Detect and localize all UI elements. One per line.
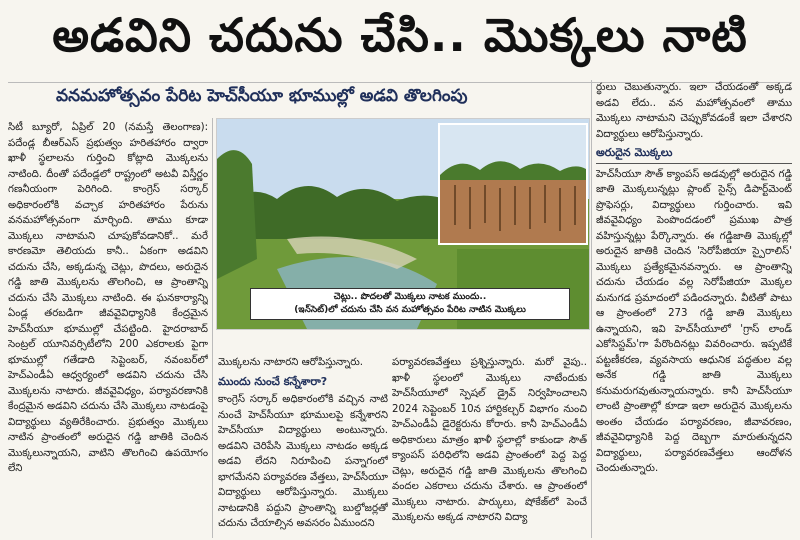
column-rule-2 [591, 80, 592, 538]
column-3-text: పర్యావరణవేత్తలు ప్రశ్నిస్తున్నారు. మరో వైపు.. ఖాళీ స్థలంలో మొక్కలు నాటేందుకు హెచ్‌సీయూలో స్పెషల్ డ్రైవ్ నిర్వహించాలని 2024 సెప్టెంబర్ 10న హార్టికల్చర్ విభాగం నుంచి హెచ్‌ఎండీఏ డైరెక్టరును కోరారు. కానీ హెచ్‌ఎండీఏ అధికారులు మాత్రం ఖాళీ స్థలాల్లో కాకుండా సౌత్ క్యాంపస్ పరిధిలోని అడవి ప్రాంతంలో పెద్ద పెద్ద చెట్లు, అరుదైన గడ్డి జాతి మొక్కలను తొలగించి వందల ఎకరాలు చదును చేశారు. ఆ ప్రాంతంలో మొక్కలు నాటారు. పార్కులు, షోకేజ్‌లో పెంచే మొక్కలను అక్కడ నాటారని విద్యా [392, 357, 587, 523]
article-column-2 [218, 355, 388, 535]
caption-line-1: చెట్లు.. పొదలతో మొక్కలు నాటక ముందు.. [333, 292, 487, 302]
column-1-text: సిటీ బ్యూరో, ఏప్రిల్ 20 (నమస్తే తెలంగాణ): పదేండ్ల బీఆర్‌ఎస్ ప్రభుత్వం హరితహారం ద్వారా ఖాళీ స్థలాలను గుర్తించి కోట్లాది మొక్కలను నాటింది. దీంతో పదేండ్లలో రాష్ట్రంలో అటవీ విస్తీర్ణం గణనీయంగా పెరిగింది. కాంగ్రెస్ సర్కార్ అధికారంలోకి వచ్చాక హరితహారం పేరును వనమహోత్సవంగా మార్చింది. తాము కూడా మొక్కలు నాటామని చూపుకోవడానికో.. మరే కారణమో తెలియదు కానీ.. ఏకంగా అడవిని చదును చేసి, అక్కడున్న చెట్లు, పొదలు, అరుదైన గడ్డి జాతి మొక్కలను తొలగించి, ఆ ప్రాంతాన్ని చదును చేసి మొక్కలు నాటింది. ఈ ఘనకార్యాన్ని ఏండ్ల తరబడిగా జీవవైవిధ్యానికి కేంద్రమైన హెచ్‌సీయూ భూముల్లో చేపట్టింది. హైదరాబాద్ సెంట్రల్ యూనివర్సిటీలోని 200 ఎకరాలకు పైగా భూముల్లో గతేడాది సెప్టెంబర్, నవంబర్‌లో హెచ్‌ఎండీఏ ఆధ్వర్యంలో అడవిని చదును చేసి మొక్కలను నాటారు. జీవవైవిధ్యం, పర్యావరణానికి కేంద్రమైన అడవిని చదును చేసి మొక్కలు నాటడంపై విద్యార్థులు వ్యతిరేకించారు. ప్రభుత్వం మొక్కలు నాటిన ప్రాంతంలో అరుదైన గడ్డి జాతికి చెందిన మొక్కలున్నాయని, వాటిని తొలగించి ఉపయోగం లేని [8, 122, 208, 474]
photo-caption [250, 288, 570, 320]
section-heading-2: అరుదైన మొక్కలు [596, 145, 792, 164]
column-4-lead: ర్థులు చెబుతున్నారు. ఇలా చేయడంతో అక్కడ అడవి లేదు.. వన మహోత్సవంలో తాము మొక్కలు నాటామని చెప్పుకోవడంకే ఇలా చేశారని విద్యార్థులు ఆరోపిస్తున్నారు. [596, 82, 792, 140]
inset-photo-graphic [440, 125, 586, 243]
column-4-body: హెచ్‌సీయూ సౌత్ క్యాంపస్ అడవుల్లో అరుదైన గడ్డి జాతి మొక్కలున్నట్లు ప్లాంట్ సైన్స్ డిపార్ట్‌మెంట్ ప్రొఫెసర్లు, విద్యార్థులు గుర్తించారు. ఇవి జీవవైవిధ్యం పెంపొందడంలో ప్రముఖ పాత్ర వహిస్తున్నట్లు పేర్కొన్నారు. ఈ గడ్డిజాతి మొక్కల్లో అరుదైన జాతికి చెందిన 'సెరోపీజియా స్పైరాలిస్' మొక్కలు ప్రత్యేకమైనవన్నారు. ఆ ప్రాంతాన్ని చదును చేయడం వల్ల సెరోపీజియా మొక్కల మనుగడ ప్రమాదంలో పడిందన్నారు. వీటితో పాటు ఆ ప్రాంతంలో 273 గడ్డి జాతి మొక్కలు ఉన్నాయని, ఇవి హెచ్‌సీయూలో 'గ్రాస్ లాండ్ ఎకోసిస్టమ్'గా పేరొందినట్లు వివరించారు. ఇప్పటికే పట్టణీకరణ, వ్యవసాయ ఆధునిక పద్ధతుల వల్ల అనేక గడ్డి జాతి మొక్కలు కనుమరుగవుతున్నాయన్నారు. కానీ హెచ్‌సీయూ లాంటి ప్రాంతాల్లో కూడా ఇలా అరుదైన మొక్కలను అంతం చేయడం పర్యావరణం, జీవావరణం, జీవవైవిధ్యానికి పెద్ద దెబ్బగా మారుతున్నదని విద్యార్థులు, పర్యావరణవేత్తలు ఆందోళన చెందుతున్నారు. [596, 168, 792, 474]
article-column-1 [8, 120, 208, 535]
headline: అడవిని చదును చేసి.. మొక్కలు నాటి [52, 8, 748, 62]
section-heading-1: ముందు నుంచే కన్నేశారా? [218, 374, 328, 388]
article-column-4 [596, 80, 792, 535]
column-2-body: కాంగ్రెస్ సర్కార్ అధికారంలోకి వచ్చిన నాటి నుంచే హెచ్‌సీయూ భూములపై కన్నేశారని హెచ్‌సీయూ విద్యార్థులు అంటున్నారు. అడవిని చెరిపేసి మొక్కలు నాటడం అక్కడ అడవి లేదని నిరూపించి పన్నాగంలో భాగమేనని పర్యావరణ వేత్తలు, హెచ్‌సీయూ విద్యార్థులు ఆరోపిస్తున్నారు. మొక్కలు నాటడానికి పద్దుని ప్రాంతాన్ని బుల్డోజర్లతో చదును చేయాల్సిన అవసరం ఏముందని [218, 394, 388, 529]
caption-line-2: (ఇన్‌సెట్)లో చదును చేసి వన మహోత్సవం పేరిట నాటిన మొక్కలు [294, 305, 526, 315]
column-rule-1 [212, 118, 213, 538]
subheadline: వనమహోత్సవం పేరిట హెచ్‌సీయూ భూముల్లో అడవి తొలగింపు [56, 86, 468, 106]
inset-photo [438, 123, 588, 245]
column-2-lead: మొక్కలను నాటారని ఆరోపిస్తున్నారు. [218, 357, 364, 368]
article-column-3 [392, 355, 587, 535]
